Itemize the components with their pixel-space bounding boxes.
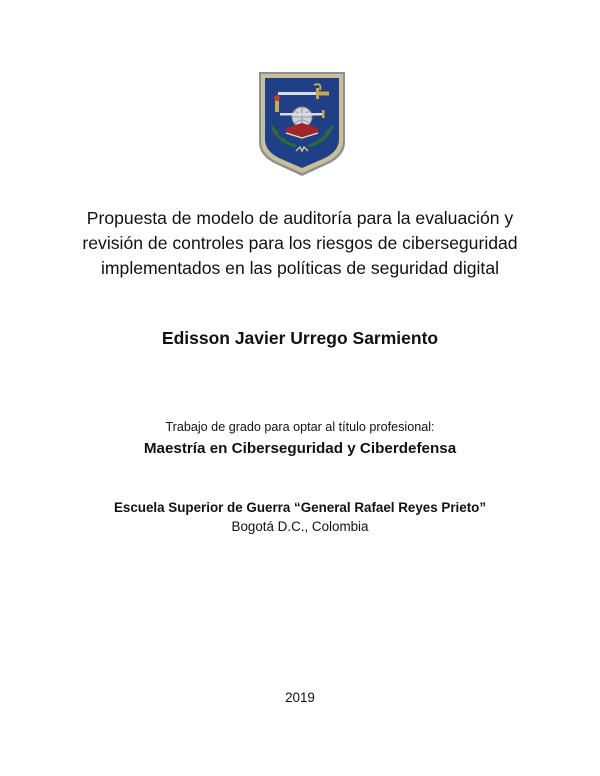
degree-name: Maestría en Ciberseguridad y Ciberdefensa [143, 440, 457, 457]
document-year: 2019 [285, 690, 315, 705]
degree-subtitle: Trabajo de grado para optar al título profesional: [165, 420, 435, 434]
institution-crest-icon [256, 70, 348, 178]
school-location: Bogotá D.C., Colombia [231, 519, 369, 534]
author-name: Edisson Javier Urrego Sarmiento [161, 328, 439, 348]
school-name: Escuela Superior de Guerra “General Rafael Reyes Prieto” [113, 500, 487, 515]
document-title: Propuesta de modelo de auditoría para la evaluación y revisión de controles para los riesgos de ciberseguridad implementados en las políticas de seguridad digital [82, 208, 518, 278]
